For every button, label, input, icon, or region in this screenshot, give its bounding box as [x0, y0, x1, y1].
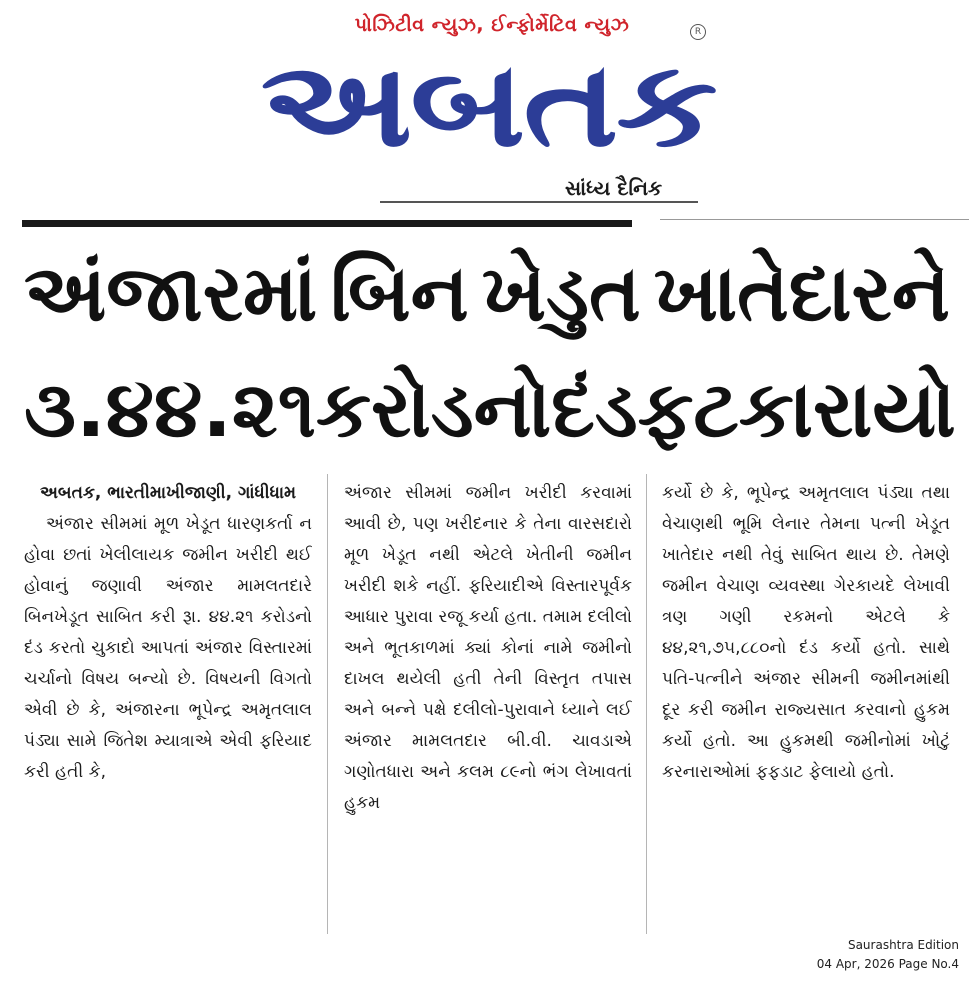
article-text: અંજાર સીમમાં જમીન ખરીદી કરવામાં આવી છે, પણ ખરીદનાર કે તેના વારસદારો મૂળ ખેડૂત નથી એટલે ખેતીની જમીન ખરીદી શકે નહીં. ફરિયાદીએ વિસ્તારપૂર્વક આધાર પુરાવા રજૂ કર્યા હતા. તમામ દલીલો અને ભૂતકાળમાં ક્યાં કોનાં નામે જમીનો દાખલ થયેલી હતી તેની વિસ્તૃત તપાસ અને બન્ને પક્ષે દલીલો-પુરાવાને ધ્યાને લઈ અંજાર મામલતદાર બી.વી. ચાવડાએ ગણોતધારા અને કલમ ૮૯નો ભંગ લેખાવતાં હુકમ — [344, 483, 632, 813]
headline-word: બિન — [330, 249, 469, 339]
headline-word: ખેડુત — [482, 249, 641, 339]
page-footer — [817, 936, 959, 974]
headline-word: કરોડનો — [315, 365, 552, 455]
headline-word: અંજારમાં — [24, 249, 318, 339]
date-page-label: 04 Apr, 2026 Page No.4 — [816, 957, 959, 971]
masthead-underline — [380, 201, 698, 203]
article-column-2 — [344, 478, 632, 928]
header-rule-thick — [22, 220, 632, 227]
article-text: કર્યો છે કે, ભૂપેન્દ્ર અમૃતલાલ પંડ્યા તથા વેચાણથી ભૂમિ લેનાર તેમના પત્ની ખેડૂત ખાતેદાર નથી તેવું સાબિત થાય છે. તેમણે જમીન વેચાણ વ્યવસ્થા ગેરકાયદે લેખાવી ત્રણ ગણી રકમનો એટલે કે ૪૪,૨૧,૭૫,૮૮૦નો દંડ કર્યો હતો. સાથે પતિ-પત્નીને અંજાર સીમની જમીનમાંથી દૂર કરી જમીન રાજ્યસાત કરવાનો હુકમ કર્યો હતો. આ હુકમથી જમીનોમાં ખોટું કરનારાઓમાં ફફડાટ ફેલાયો હતો. — [662, 483, 950, 782]
masthead-tagline: પોઝિટીવ ન્યુઝ, ઈન્ફોર્મેટિવ ન્યુઝ — [354, 14, 630, 36]
registered-mark-icon: R — [690, 24, 706, 40]
column-divider — [327, 474, 328, 934]
headline-word: દંડ — [551, 365, 638, 455]
masthead — [0, 0, 969, 230]
column-divider — [646, 474, 647, 934]
headline-word: ફટકારાયો — [637, 365, 956, 455]
edition-type-label: સાંધ્ય દૈનિક — [565, 176, 663, 200]
edition-label: Saurashtra Edition — [847, 938, 959, 952]
newspaper-logo: અબતક — [260, 35, 716, 173]
headline-word: ખાતેદારને — [653, 249, 950, 339]
article-column-1 — [24, 478, 312, 928]
header-rule-thin — [660, 219, 969, 220]
article-column-3 — [662, 478, 950, 928]
headline-line-1 — [24, 238, 950, 350]
article-dateline: અબતક, ભારતીમાખીજાણી, ગાંધીધામ — [39, 483, 296, 503]
headline-word: ૩.૪૪.૨૧ — [24, 365, 316, 455]
headline-line-2 — [24, 354, 956, 466]
article-text: અંજાર સીમમાં મૂળ ખેડૂત ધારણકર્તા ન હોવા છતાં ખેલીલાયક જમીન ખરીદી થઈ હોવાનું જણાવી અંજાર મામલતદારે બિનખેડૂત સાબિત કરી રૂા. ૪૪.૨૧ કરોડનો દંડ કરતો ચુકાદો આપતાં અંજાર વિસ્તારમાં ચર્ચાનો વિષય બન્યો છે. વિષયની વિગતો એવી છે કે, અંજારના ભૂપેન્દ્ર અમૃતલાલ પંડ્યા સામે જિતેશ મ્યાત્રાએ એવી ફરિયાદ કરી હતી કે, — [24, 514, 312, 782]
